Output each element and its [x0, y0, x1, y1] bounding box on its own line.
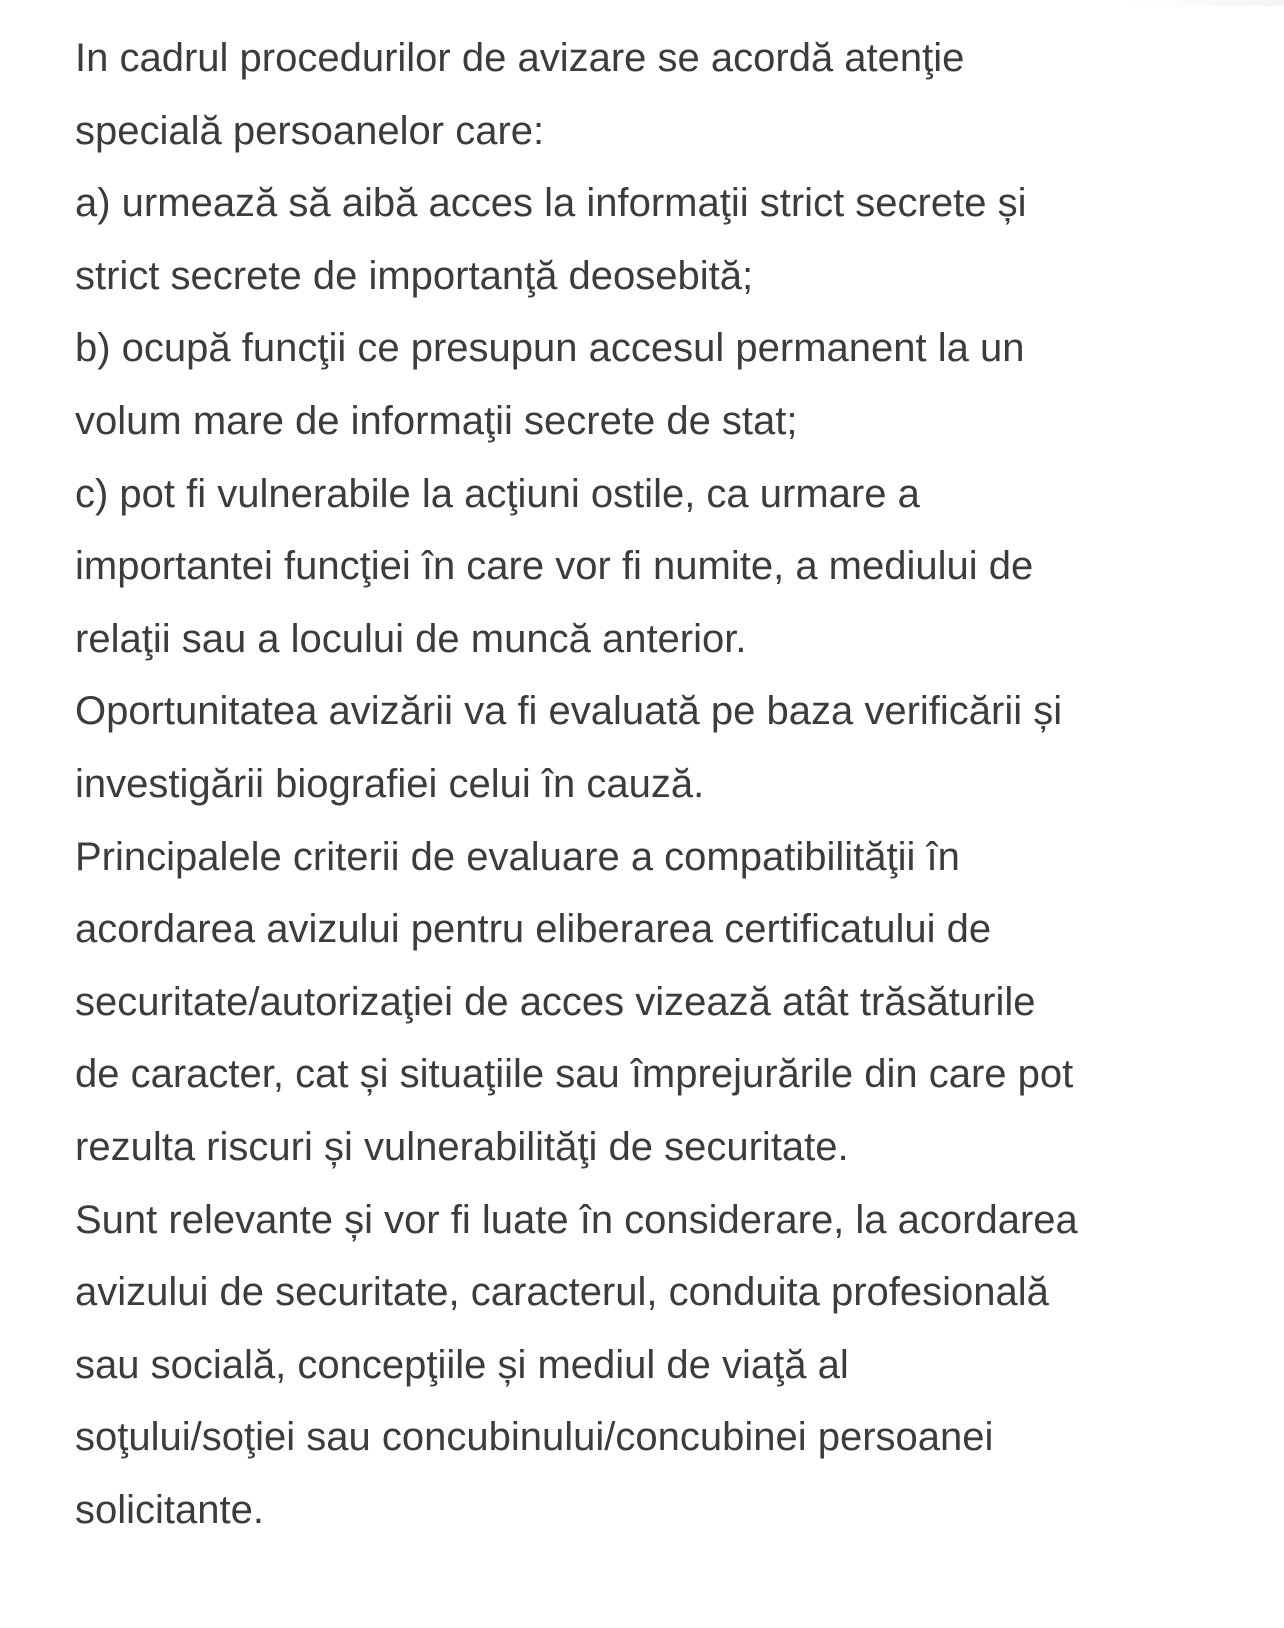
paragraph-start: Sunt relevante și vor fi luate în considerare, la acordarea: [75, 1197, 1078, 1242]
list-item-c: c) pot fi vulnerabile la acţiuni ostile, ca urmare a: [75, 471, 920, 516]
text-line: investigării biografiei celui în cauză.: [75, 761, 705, 806]
text-line: specială persoanelor care:: [75, 108, 545, 153]
paragraph-start: Oportunitatea avizării va fi evaluată pe baza verificării și: [75, 689, 1063, 734]
paragraph-start: Principalele criterii de evaluare a compatibilităţii în: [75, 834, 960, 879]
list-item-b: b) ocupă funcţii ce presupun accesul permanent la un: [75, 326, 1025, 371]
list-item-a: a) urmează să aibă acces la informaţii strict secrete și: [75, 181, 1027, 226]
document-body: [75, 22, 1235, 1546]
text-line: solicitante.: [75, 1487, 264, 1532]
text-line: rezulta riscuri și vulnerabilităţi de securitate.: [75, 1124, 849, 1169]
text-line: strict secrete de importanţă deosebită;: [75, 253, 754, 298]
text-line: importantei funcţiei în care vor fi numite, a mediului de: [75, 544, 1034, 589]
text-line: In cadrul procedurilor de avizare se acordă atenţie: [75, 36, 965, 80]
text-line: acordarea avizului pentru eliberarea certificatului de: [75, 907, 992, 952]
top-edge-shadow: [1124, 0, 1284, 6]
text-line: volum mare de informaţii secrete de stat;: [75, 398, 798, 443]
text-line: securitate/autorizaţiei de acces vizează atât trăsăturile: [75, 979, 1036, 1024]
text-line: sau socială, concepţiile și mediul de viaţă al: [75, 1342, 849, 1387]
text-line: soţului/soţiei sau concubinului/concubinei persoanei: [75, 1415, 994, 1460]
text-line: avizului de securitate, caracterul, conduita profesională: [75, 1270, 1049, 1315]
text-line: de caracter, cat și situaţiile sau împrejurările din care pot: [75, 1052, 1074, 1097]
text-line: relaţii sau a locului de muncă anterior.: [75, 616, 747, 661]
